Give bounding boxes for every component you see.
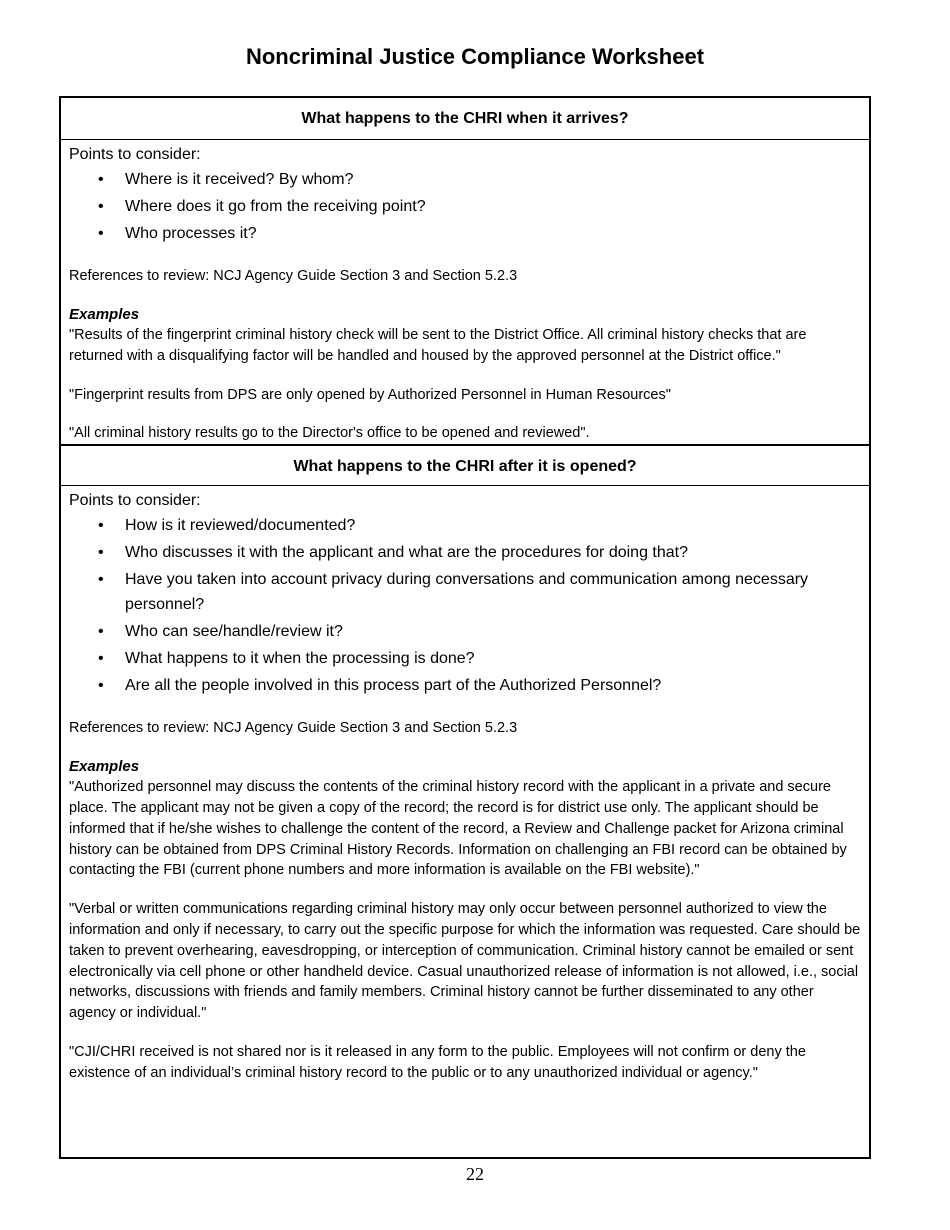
references-text: References to review: NCJ Agency Guide Section 3 and Section 5.2.3 <box>69 720 518 737</box>
section-heading-arrival: What happens to the CHRI when it arrives? <box>61 98 869 140</box>
points-label: Points to consider: <box>69 492 201 510</box>
example-text: "All criminal history results go to the Director's office to be opened and reviewed". <box>69 425 590 442</box>
page-number: 22 <box>466 1164 484 1184</box>
example-text: "CJI/CHRI received is not shared nor is it released in any form to the public. Employees will not confirm or deny the existence of an individual’s criminal history record to the public or to any unauthorized individual or agency." <box>69 1043 806 1081</box>
point-item: • How is it reviewed/documented? <box>125 513 861 538</box>
worksheet-frame <box>59 96 871 1159</box>
example-text: "Results of the fingerprint criminal history check will be sent to the District Office. All criminal history checks that are returned with a disqualifying factor will be handled and housed by the approved personnel at the District office." <box>69 327 807 364</box>
points-list <box>69 513 861 698</box>
examples-label: Examples <box>69 758 140 776</box>
point-item: • Who processes it? <box>125 221 861 246</box>
examples-label: Examples <box>69 306 140 323</box>
point-item: • Are all the people involved in this process part of the Authorized Personnel? <box>125 673 861 698</box>
point-item: • Where is it received? By whom? <box>125 167 861 192</box>
section-heading-opened: What happens to the CHRI after it is opened? <box>61 444 869 486</box>
point-item: • Who can see/handle/review it? <box>125 619 861 644</box>
example-text: "Verbal or written communications regarding criminal history may only occur between personnel authorized to view the information and only if necessary, to carry out the specific purpose for which the information was requested. Care should be taken to prevent overhearing, eavesdropping, or interception of communication. Criminal history cannot be emailed or sent electronically via cell phone or other handheld device. Casual unauthorized release of information is not allowed, i.e., social networks, discussions with friends and family members. Criminal history cannot be further disseminated to any other agency or individual." <box>69 901 861 1022</box>
example-text: "Authorized personnel may discuss the contents of the criminal history record with the applicant in a private and secure place. The applicant may not be given a copy of the record; the record is for district use only. The applicant should be informed that if he/she wishes to challenge the content of the record, a Review and Challenge packet for Arizona criminal history can be obtained from DPS Criminal History Records. Information on challenging an FBI record can be obtained by contacting the FBI (current phone numbers and more information is available on the FBI website)." <box>69 779 847 879</box>
section-body-opened <box>61 486 869 1083</box>
section-body-arrival <box>61 140 869 444</box>
points-list <box>69 167 861 246</box>
points-label: Points to consider: <box>69 146 201 163</box>
document-title: Noncriminal Justice Compliance Worksheet <box>245 44 705 69</box>
point-item: • Who discusses it with the applicant and what are the procedures for doing that? <box>125 540 861 565</box>
references-text: References to review: NCJ Agency Guide Section 3 and Section 5.2.3 <box>69 268 518 284</box>
example-text: "Fingerprint results from DPS are only opened by Authorized Personnel in Human Resources" <box>69 386 671 403</box>
point-item: • Have you taken into account privacy during conversations and communication among necessary personnel? <box>125 567 861 617</box>
point-item: • Where does it go from the receiving point? <box>125 194 861 219</box>
point-item: • What happens to it when the processing is done? <box>125 646 861 671</box>
